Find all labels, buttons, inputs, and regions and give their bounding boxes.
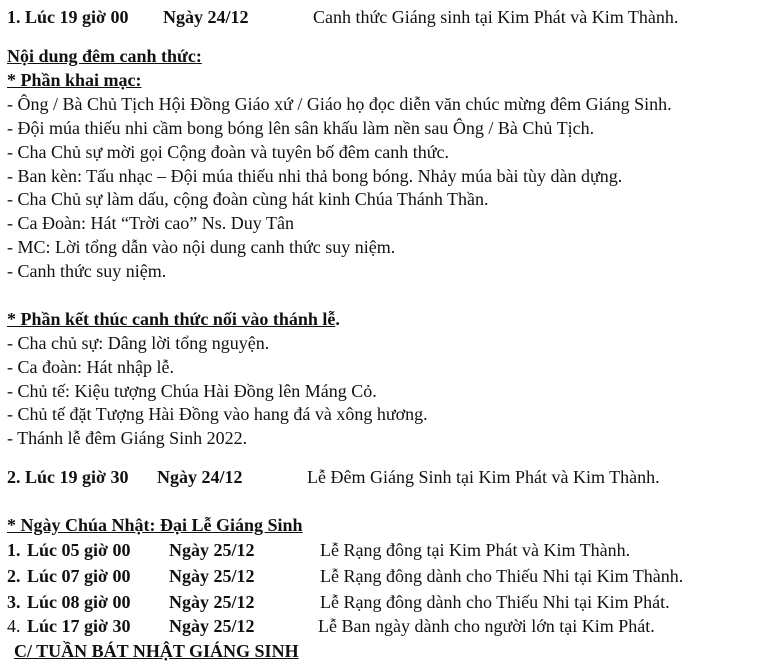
sunday-row-event: Lễ Rạng đông dành cho Thiếu Nhi tại Kim Phát. — [320, 592, 670, 612]
sunday-row-date: Ngày 25/12 — [169, 592, 255, 612]
sunday-row-time: Lúc 08 giờ 00 — [27, 592, 131, 612]
sunday-row-time: Lúc 17 giờ 30 — [27, 616, 131, 636]
opening-heading: * Phần khai mạc: — [7, 70, 142, 90]
opening-item: - Cha Chủ sự làm dấu, cộng đoàn cùng hát kinh Chúa Thánh Thần. — [7, 189, 489, 209]
opening-item: - Cha Chủ sự mời gọi Cộng đoàn và tuyên bố đêm canh thức. — [7, 142, 449, 162]
sunday-row-event: Lễ Ban ngày dành cho người lớn tại Kim Phát. — [318, 616, 655, 636]
sunday-row-date: Ngày 25/12 — [169, 616, 255, 636]
sunday-row-time: Lúc 05 giờ 00 — [27, 540, 131, 560]
sunday-row-num: 2. — [7, 566, 21, 586]
sunday-row-event: Lễ Rạng đông tại Kim Phát và Kim Thành. — [320, 540, 631, 560]
vigil-heading: Nội dung đêm canh thức: — [7, 46, 202, 66]
closing-heading-line — [7, 308, 340, 330]
closing-item: - Cha chủ sự: Dâng lời tổng nguyện. — [7, 333, 270, 353]
opening-item: - Đội múa thiếu nhi cầm bong bóng lên sân khấu làm nền sau Ông / Bà Chủ Tịch. — [7, 118, 595, 138]
opening-item: - Ông / Bà Chủ Tịch Hội Đồng Giáo xứ / Giáo họ đọc diễn văn chúc mừng đêm Giáng Sinh. — [7, 94, 672, 114]
opening-item: - MC: Lời tổng dẫn vào nội dung canh thức suy niệm. — [7, 237, 396, 257]
section-c-heading: C/ TUẦN BÁT NHẬT GIÁNG SINH — [14, 641, 299, 661]
schedule-2-event: Lễ Đêm Giáng Sinh tại Kim Phát và Kim Thành. — [307, 467, 660, 487]
sunday-row-num: 3. — [7, 592, 21, 612]
sunday-row-date: Ngày 25/12 — [169, 566, 255, 586]
closing-heading-period: . — [335, 309, 340, 329]
sunday-row-event: Lễ Rạng đông dành cho Thiếu Nhi tại Kim Thành. — [320, 566, 684, 586]
sunday-heading: * Ngày Chúa Nhật: Đại Lễ Giáng Sinh — [7, 515, 303, 535]
closing-item: - Chủ tế đặt Tượng Hài Đồng vào hang đá và xông hương. — [7, 404, 428, 424]
opening-item: - Canh thức suy niệm. — [7, 261, 167, 281]
schedule-2-date: Ngày 24/12 — [157, 467, 243, 487]
schedule-2-time: 2. Lúc 19 giờ 30 — [7, 467, 129, 487]
closing-item: - Chủ tế: Kiệu tượng Chúa Hài Đồng lên Máng Cỏ. — [7, 381, 377, 401]
sunday-row-date: Ngày 25/12 — [169, 540, 255, 560]
closing-item: - Ca đoàn: Hát nhập lễ. — [7, 357, 174, 377]
schedule-1-time: 1. Lúc 19 giờ 00 — [7, 7, 129, 27]
opening-item: - Ban kèn: Tấu nhạc – Đội múa thiếu nhi thả bong bóng. Nhảy múa bài tùy dàn dựng. — [7, 166, 623, 186]
schedule-1-date: Ngày 24/12 — [163, 7, 249, 27]
sunday-row-num: 1. — [7, 540, 21, 560]
sunday-row-time: Lúc 07 giờ 00 — [27, 566, 131, 586]
closing-item: - Thánh lễ đêm Giáng Sinh 2022. — [7, 428, 248, 448]
schedule-1-event: Canh thức Giáng sinh tại Kim Phát và Kim Thành. — [313, 7, 679, 27]
closing-heading: * Phần kết thúc canh thức nối vào thánh lễ — [7, 309, 336, 329]
sunday-row-num: 4. — [7, 616, 21, 636]
opening-item: - Ca Đoàn: Hát “Trời cao” Ns. Duy Tân — [7, 213, 294, 233]
